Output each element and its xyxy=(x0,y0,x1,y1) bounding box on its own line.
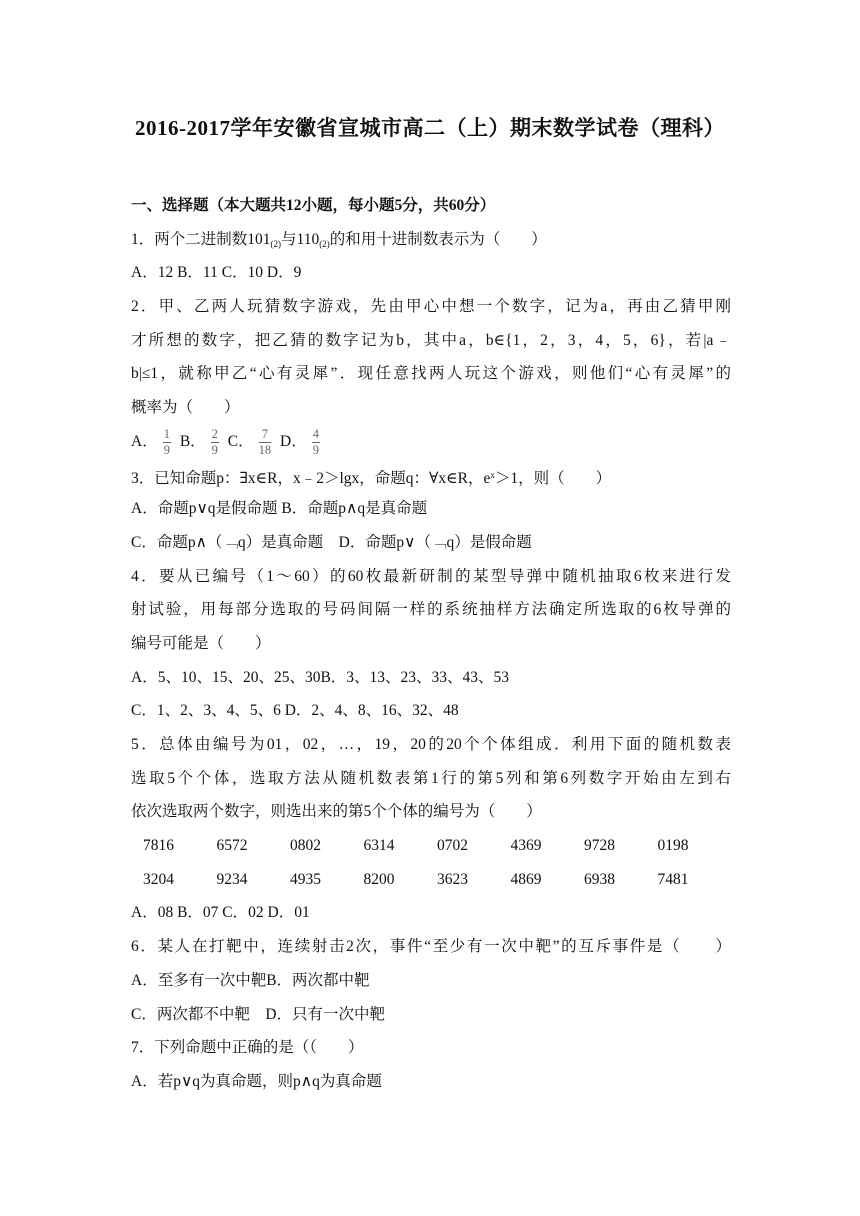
random-number-row-1 xyxy=(131,829,731,863)
fraction-numerator: 2 xyxy=(211,426,218,441)
question-2-options xyxy=(131,425,731,459)
page-title: 2016-2017学年安徽省宣城市高二（上）期末数学试卷（理科） xyxy=(135,116,725,140)
q1-subscript-1: (2) xyxy=(270,238,282,249)
fraction-denominator: 9 xyxy=(211,442,218,457)
random-number-cell: 6938 xyxy=(584,870,615,888)
question-2-line-2: 才所想的数字，把乙猜的数字记为b，其中a，b∈{1，2，3，4，5，6}，若|a﹣ xyxy=(131,331,731,349)
random-number-cell: 6572 xyxy=(216,837,248,855)
question-5-line-2: 选取5个个体，选取方法从随机数表第1行的第5列和第6列数字开始由左到右 xyxy=(131,769,731,787)
section-heading: 一、选择题（本大题共12小题，每小题5分，共60分） xyxy=(131,197,496,214)
question-2-line-4: 概率为（ ） xyxy=(131,399,240,417)
question-6-stem: 6．某人在打靶中，连续射击2次，事件“至少有一次中靶”的互斥事件是（ ） xyxy=(131,938,731,956)
question-list xyxy=(131,189,731,1099)
fraction-denominator: 18 xyxy=(258,442,272,457)
random-number-row-2 xyxy=(131,863,731,897)
question-1-stem xyxy=(131,223,731,257)
random-number-cell: 3204 xyxy=(143,870,174,888)
question-2-line-1: 2．甲、乙两人玩猜数字游戏，先由甲心中想一个数字，记为a，再由乙猜甲刚 xyxy=(131,298,731,316)
random-number-cell: 0702 xyxy=(437,837,468,855)
question-1-options: A．12 B．11 C．10 D．9 xyxy=(131,264,302,282)
q1-text-a: 1．两个二进制数101 xyxy=(131,230,271,248)
q2-option-b-label: B． xyxy=(179,432,206,450)
question-7-option-a: A．若p∨q为真命题，则p∧q为真命题 xyxy=(131,1072,382,1090)
question-3-stem xyxy=(131,459,731,493)
question-6-options-line-2: C．两次都不中靶 D．只有一次中靶 xyxy=(131,1005,386,1023)
question-2-line-3: b|≤1，就称甲乙“心有灵犀”．现任意找两人玩这个游戏，则他们“心有灵犀”的 xyxy=(131,365,731,383)
q1-text-b: 与110 xyxy=(281,230,320,248)
random-number-cell: 4869 xyxy=(510,870,542,888)
question-4-options-line-1: A．5、10、15、20、25、30B．3、13、23、33、43、53 xyxy=(131,668,510,686)
random-number-cell: 4369 xyxy=(510,837,542,855)
q2-option-d-label: D． xyxy=(280,432,307,450)
fraction-numerator: 4 xyxy=(312,426,319,441)
question-4-line-1: 4．要从已编号（1～60）的60枚最新研制的某型导弹中随机抽取6枚来进行发 xyxy=(131,567,731,585)
q2-option-d-fraction xyxy=(312,428,320,457)
question-5-line-3: 依次选取两个数字，则选出来的第5个个体的编号为（ ） xyxy=(131,803,542,821)
random-number-cell: 8200 xyxy=(363,870,395,888)
question-4-options-line-2: C．1、2、3、4、5、6 D．2、4、8、16、32、48 xyxy=(131,702,459,720)
random-number-cell: 6314 xyxy=(363,837,395,855)
question-3-options-line-1: A．命题p∨q是假命题 B．命题p∧q是真命题 xyxy=(131,500,428,518)
q3-superscript: x xyxy=(490,469,495,480)
q2-option-c-label: C． xyxy=(227,432,254,450)
question-5-line-1: 5．总体由编号为01，02，…，19，20的20个个体组成．利用下面的随机数表 xyxy=(131,736,731,753)
random-number-cell: 0198 xyxy=(657,837,689,855)
q3-text-a: 3．已知命题p：∃x∈R，x﹣2＞lgx，命题q：∀x∈R，e xyxy=(131,469,491,487)
random-number-cell: 4935 xyxy=(290,870,321,888)
q2-option-a-fraction xyxy=(163,428,171,457)
question-6-options-line-1: A．至多有一次中靶B．两次都中靶 xyxy=(131,971,370,989)
q1-subscript-2: (2) xyxy=(319,238,330,249)
q2-option-b-fraction xyxy=(211,428,219,457)
random-number-cell: 0802 xyxy=(290,837,321,855)
random-number-cell: 7481 xyxy=(657,870,689,888)
fraction-numerator: 7 xyxy=(259,428,272,443)
question-4-line-2: 射试验，用每部分选取的号码间隔一样的系统抽样方法确定所选取的6枚导弹的 xyxy=(131,601,731,619)
q2-option-c-fraction xyxy=(259,428,272,457)
random-number-cell: 9234 xyxy=(216,870,248,888)
random-number-cell: 9728 xyxy=(584,837,615,855)
random-number-cell: 7816 xyxy=(143,837,174,855)
fraction-numerator: 1 xyxy=(163,426,170,441)
q2-option-a-label: A． xyxy=(131,432,158,450)
q3-text-b: ＞1，则（ ） xyxy=(494,469,612,487)
fraction-denominator: 9 xyxy=(163,442,170,457)
question-7-stem: 7．下列命题中正确的是（（ ） xyxy=(131,1039,364,1057)
q1-text-c: 的和用十进制数表示为（ ） xyxy=(329,230,547,248)
question-4-line-3: 编号可能是（ ） xyxy=(131,634,271,652)
fraction-denominator: 9 xyxy=(312,442,319,457)
question-3-options-line-2: C．命题p∧（﹁q）是真命题 D．命题p∨（﹁q）是假命题 xyxy=(131,533,532,551)
question-5-options: A．08 B．07 C．02 D．01 xyxy=(131,904,310,922)
random-number-cell: 3623 xyxy=(437,870,468,888)
